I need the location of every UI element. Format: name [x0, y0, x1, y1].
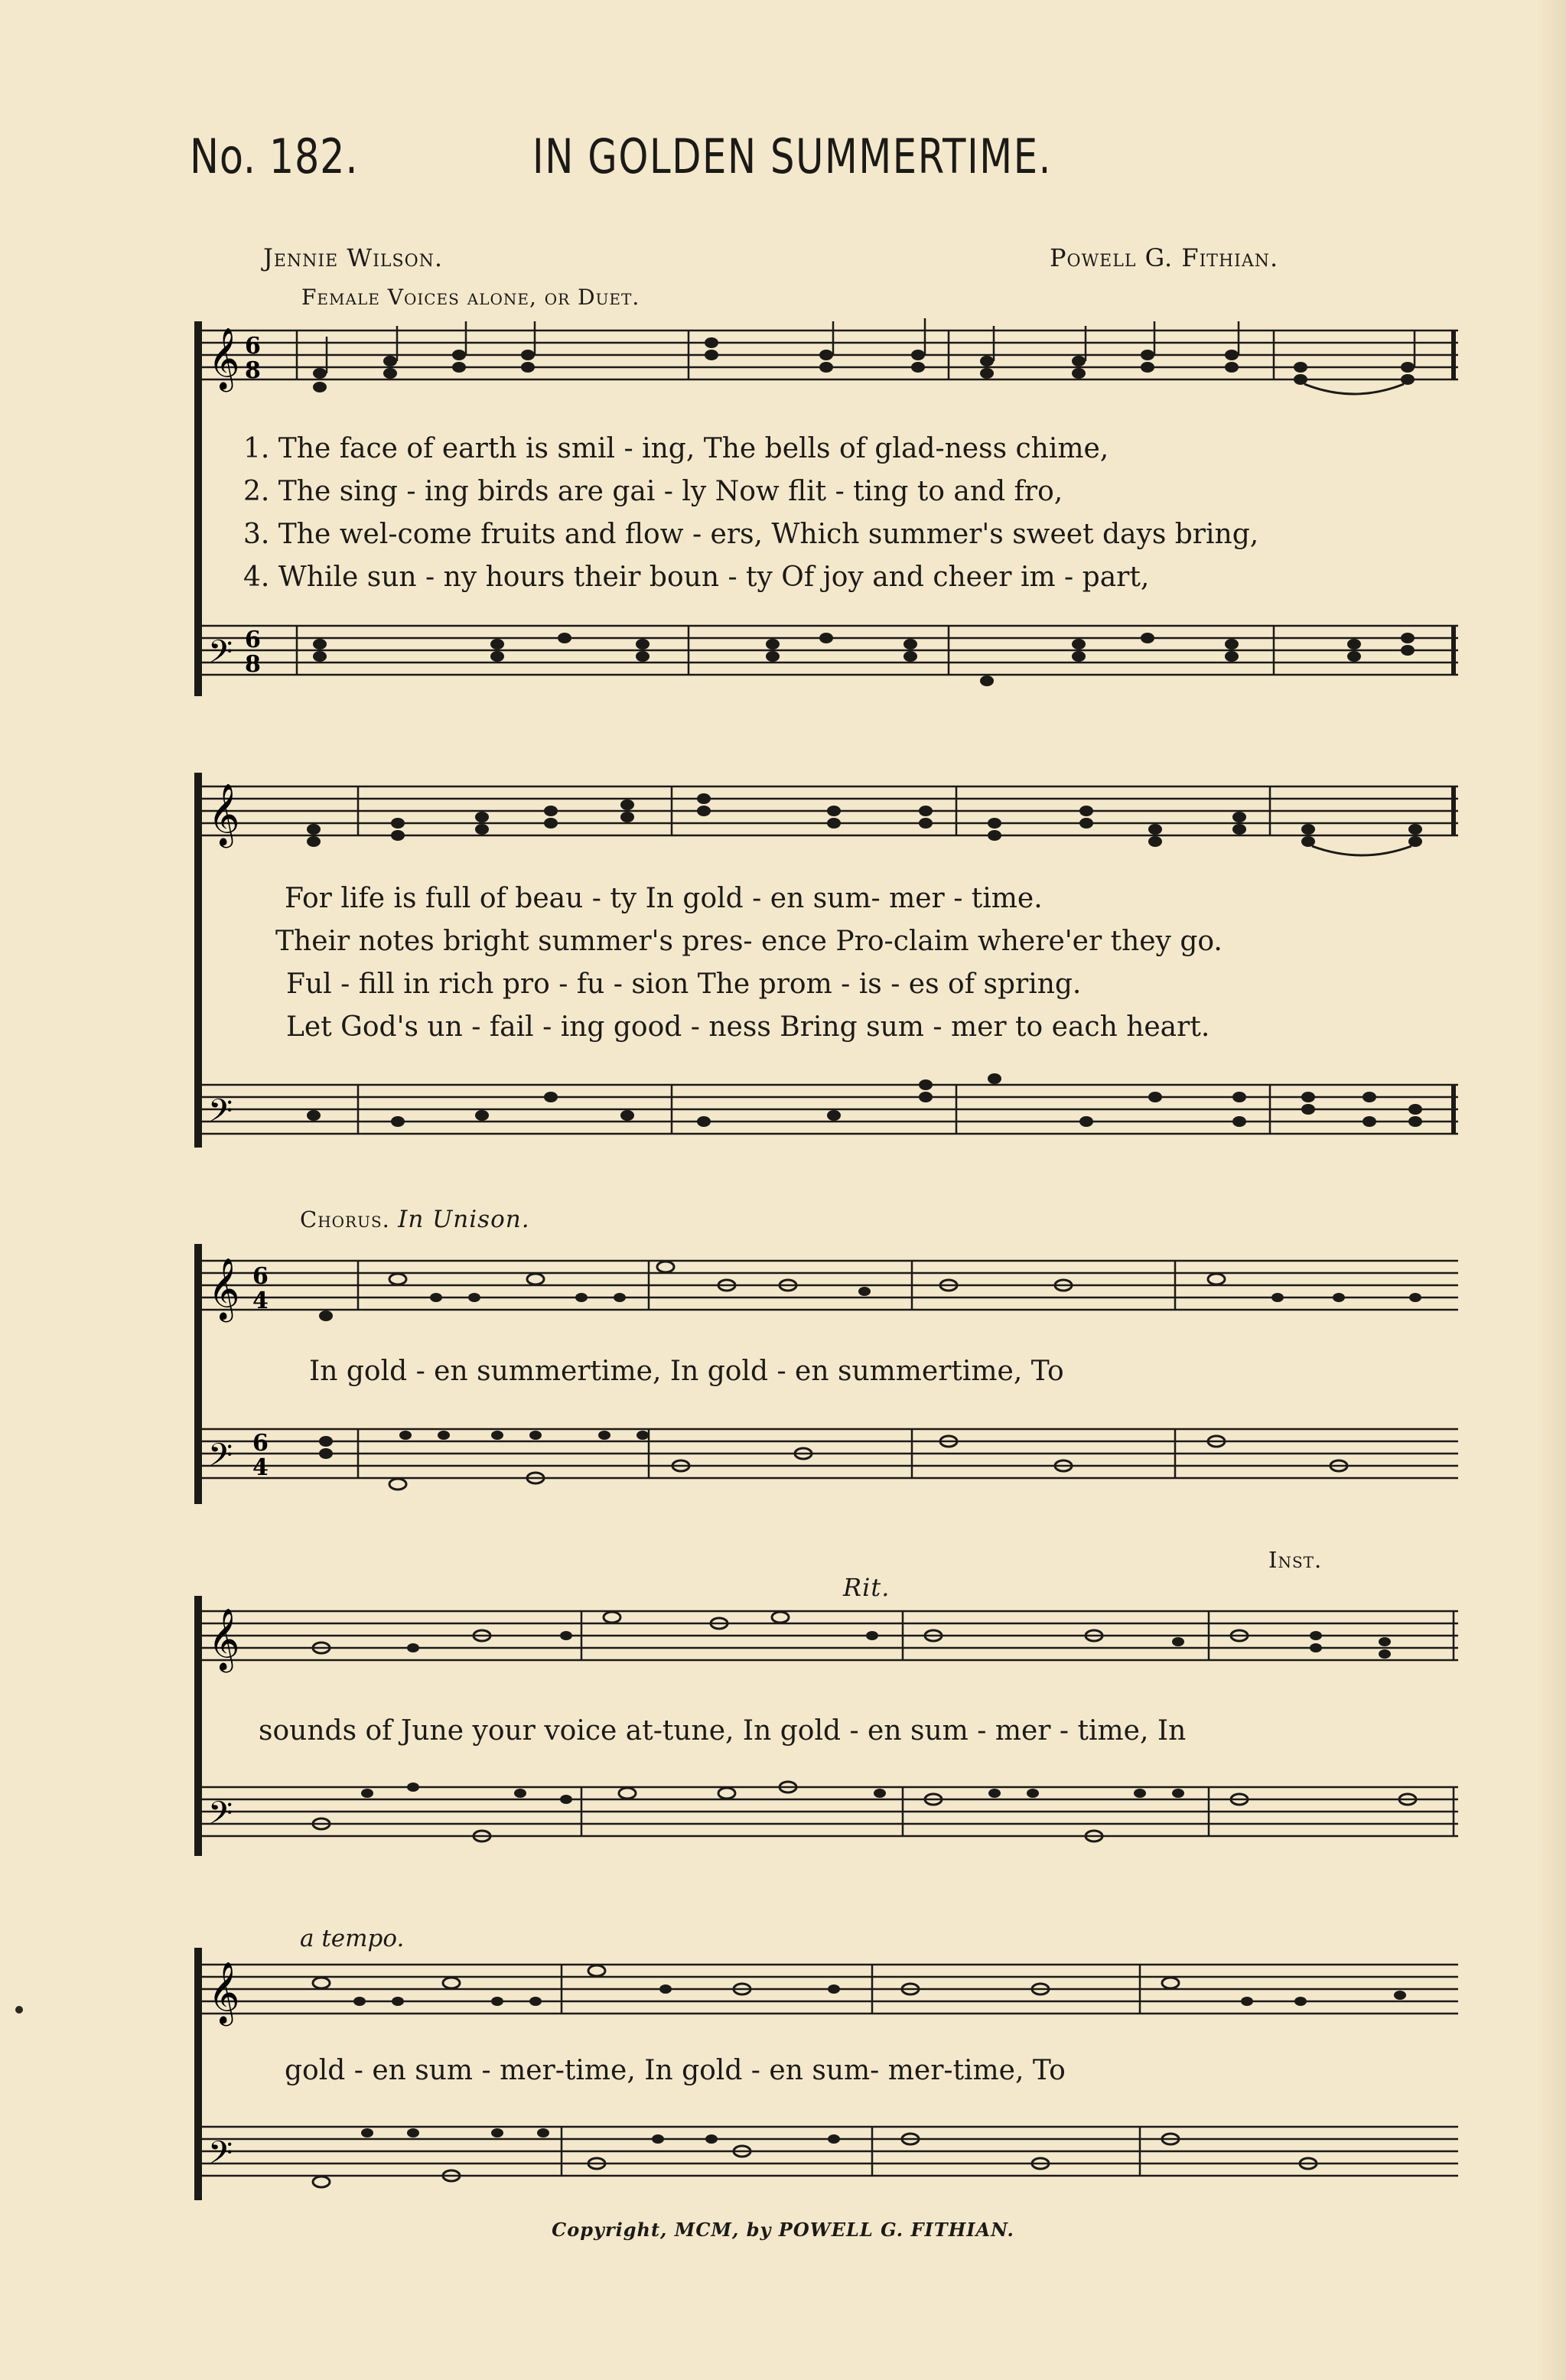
- bass-staff-4: [202, 1787, 1458, 1836]
- treble-clef-icon: 𝄞: [208, 1607, 240, 1670]
- treble-notes-2: [307, 793, 1422, 847]
- page-edge-shadow: [1535, 0, 1566, 2380]
- treble-clef-icon: 𝄞: [208, 327, 240, 389]
- verse-line-4a: 4. While sun - ny hours their boun - ty Of joy and cheer im - part,: [243, 562, 1150, 593]
- chorus-heading: Chorus.: [300, 1206, 390, 1232]
- time-signature-6: 6: [245, 333, 261, 360]
- bass-staff-3: [202, 1429, 1458, 1478]
- treble-clef-icon: 𝄞: [208, 1961, 240, 2023]
- voicing-note: Female Voices alone, or Duet.: [301, 285, 640, 310]
- verse-line-4b: Let God's un - fail - ing good - ness Bring sum - mer to each heart.: [286, 1011, 1210, 1043]
- verse-line-1b: For life is full of beau - ty In gold - en sum- mer - time.: [285, 883, 1043, 914]
- tie-1: [1304, 384, 1404, 394]
- bass-notes-3: [319, 1431, 1347, 1490]
- bass-staff-2: [202, 1085, 1458, 1134]
- bass-notes-2: [307, 1073, 1422, 1127]
- treble-clef-icon: 𝄞: [208, 783, 240, 845]
- chorus-label: [300, 1206, 530, 1233]
- system-2-staves: [191, 765, 1461, 1163]
- bass-staff-5: [202, 2127, 1458, 2176]
- treble-stems-1: [327, 318, 1415, 373]
- bass-clef-icon: 𝄢: [208, 1437, 233, 1481]
- verse-line-3a: 3. The wel-come fruits and flow - ers, Which summer's sweet days bring,: [243, 519, 1259, 550]
- bass-time-8: 8: [245, 651, 261, 678]
- bass-notes-1: [313, 633, 1415, 686]
- verse-line-3b: Ful - fill in rich pro - fu - sion The prom - is - es of spring.: [286, 969, 1082, 1000]
- hymn-number: No. 182.: [190, 129, 359, 184]
- composer-credit: Powell G. Fithian.: [1050, 243, 1279, 272]
- system-2: [191, 765, 1461, 1163]
- margin-speck: [15, 2006, 23, 2014]
- instrument-mark: Inst.: [1268, 1547, 1323, 1573]
- treble-notes-5: [313, 1965, 1406, 2006]
- chorus-time-4: 4: [252, 1288, 269, 1314]
- chorus-direction: In Unison.: [398, 1206, 530, 1233]
- chorus-lyric-line-3: gold - en sum - mer-time, In gold - en sum- mer-time, To: [285, 2055, 1066, 2086]
- system-1-staves: [191, 314, 1461, 711]
- time-signature-8: 8: [245, 357, 261, 384]
- bass-notes-5: [313, 2128, 1317, 2187]
- treble-notes-1: [313, 337, 1415, 392]
- bass-clef-icon: 𝄢: [208, 2134, 233, 2179]
- bass-clef-icon: 𝄢: [208, 1092, 233, 1137]
- chorus-lyric-line-1: In gold - en summertime, In gold - en summertime, To: [309, 1356, 1064, 1387]
- chorus-time-6: 6: [252, 1263, 269, 1290]
- chorus-lyric-line-2: sounds of June your voice at-tune, In gold - en sum - mer - time, In: [259, 1715, 1187, 1747]
- ritardando-mark: Rit.: [843, 1573, 890, 1602]
- lyricist-credit: Jennie Wilson.: [263, 243, 444, 272]
- treble-clef-icon: 𝄞: [208, 1257, 240, 1320]
- verse-line-2b: Their notes bright summer's pres- ence Pro-claim where'er they go.: [275, 926, 1223, 957]
- treble-staff-3: [202, 1261, 1458, 1310]
- treble-notes-3: [319, 1262, 1421, 1321]
- chorus-bass-time-6: 6: [252, 1430, 269, 1457]
- verse-line-1a: 1. The face of earth is smil - ing, The bells of glad-ness chime,: [243, 433, 1109, 464]
- chorus-bass-time-4: 4: [252, 1454, 269, 1481]
- bass-clef-icon: 𝄢: [208, 1795, 233, 1839]
- system-1: [191, 314, 1461, 711]
- system-bracket: [194, 321, 202, 696]
- bass-staff-1: [202, 626, 1458, 675]
- copyright-notice: Copyright, MCM, by POWELL G. FITHIAN.: [552, 2219, 1014, 2241]
- bass-time-6: 6: [245, 627, 261, 653]
- treble-staff-4: [202, 1611, 1458, 1660]
- hymn-title: IN GOLDEN SUMMERTIME.: [532, 129, 1053, 184]
- bass-clef-icon: 𝄢: [208, 633, 233, 678]
- verse-line-2a: 2. The sing - ing birds are gai - ly Now flit - ting to and fro,: [243, 476, 1063, 507]
- a-tempo-mark: a tempo.: [300, 1925, 405, 1952]
